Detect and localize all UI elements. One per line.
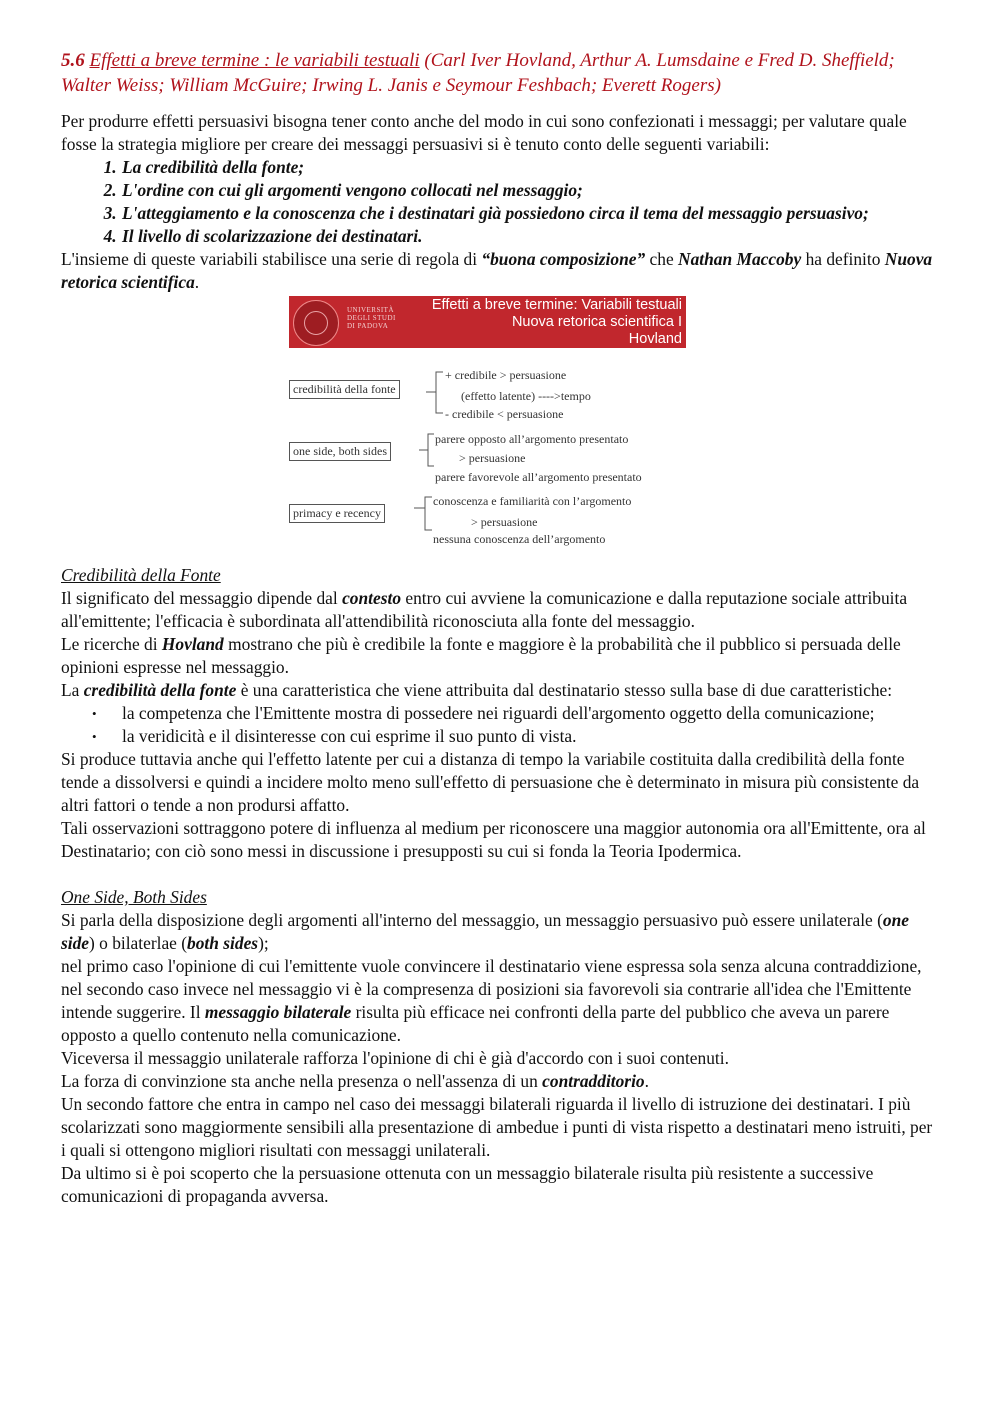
variables-list: [61, 156, 941, 248]
emphasis: credibilità della fonte: [83, 680, 237, 700]
section-title: Effetti a breve termine : le variabili testuali: [89, 50, 420, 71]
paragraph: Un secondo fattore che entra in campo nel caso dei messaggi bilaterali riguarda il livello di istruzione dei destinatari. I più scolarizzati sono maggiormente sensibili alla presentazione di ambedue i punti di vista rispetto a destinatari meno istruiti, per i quali si ottengono migliori risultati con messaggi unilaterali.: [61, 1094, 933, 1160]
text-run: L'insieme di queste variabili stabilisce una serie di regola di: [61, 249, 482, 269]
text-run: .: [194, 272, 200, 292]
diagram-label: parere opposto all’argomento presentato: [435, 432, 629, 446]
slide-figure: [289, 296, 686, 556]
university-seal-icon: [293, 300, 339, 346]
list-item: 2. L'ordine con cui gli argomenti vengono collocati nel messaggio;: [121, 179, 941, 202]
text-run: La forza di convinzione sta anche nella presenza o nell'assenza di un: [61, 1071, 543, 1091]
university-line: UNIVERSITÀ: [347, 306, 394, 314]
text-run: ) o bilaterlae (: [89, 933, 188, 953]
emphasis: Nathan Maccoby: [678, 249, 802, 269]
list-item: 4. Il livello di scolarizzazione dei destinatari.: [121, 225, 941, 248]
slide-banner: [289, 296, 686, 348]
university-line: DEGLI STUDI: [347, 314, 396, 322]
paragraph: Si produce tuttavia anche qui l'effetto latente per cui a distanza di tempo la variabile costituita dalla credibilità della fonte tende a dissolversi e quindi a incidere molto meno sull'effetto di persuasione che è determinato in misura più consistente da altri fattori o tende a non prodursi affatto.: [61, 749, 920, 815]
paragraph: [61, 1070, 941, 1093]
characteristics-list: [61, 702, 941, 748]
diagram-label: (effetto latente) ---->tempo: [461, 389, 591, 403]
variables-diagram: [293, 366, 691, 556]
diagram-label: - credibile < persuasione: [445, 407, 564, 421]
diagram-label: conoscenza e familiarità con l’argomento: [433, 494, 632, 508]
list-item: 3. L'atteggiamento e la conoscenza che i destinatari già possiedono circa il tema del messaggio persuasivo;: [121, 202, 941, 225]
text-run: Il significato del messaggio dipende dal: [61, 588, 343, 608]
emphasis: Nuova retorica scientifica: [61, 249, 933, 292]
paragraph: Tali osservazioni sottraggono potere di influenza al medium per riconoscere una maggior autonomia ora all'Emittente, ora al Destinatario; con ciò sono messi in discussione i presupposti su cui si fonda la Teoria Ipodermica.: [61, 818, 926, 861]
emphasis: contesto: [342, 588, 402, 608]
list-item: • la competenza che l'Emittente mostra di possedere nei riguardi dell'argomento oggetto della comunicazione;: [122, 702, 941, 725]
paragraph: [61, 587, 941, 633]
text-run: che: [645, 249, 679, 269]
text-run: );: [258, 933, 269, 953]
paragraph: [61, 909, 941, 955]
diagram-label: > persuasione: [471, 515, 538, 529]
diagram-label: parere favorevole all’argomento presentato: [435, 470, 642, 484]
section-heading: [61, 48, 941, 98]
section-number: 5.6: [61, 50, 85, 71]
text-run: è una caratteristica che viene attribuita dal destinatario stesso sulla base di due caratteristiche:: [236, 680, 893, 700]
paragraph: Viceversa il messaggio unilaterale rafforza l'opinione di chi è già d'accordo con i suoi contenuti.: [61, 1048, 729, 1068]
diagram-box: one side, both sides: [289, 442, 391, 461]
diagram-label: nessuna conoscenza dell’argomento: [433, 532, 606, 546]
subheading-credibility: Credibilità della Fonte: [61, 565, 221, 585]
paragraph: [61, 679, 941, 702]
diagram-box: credibilità della fonte: [289, 380, 400, 399]
diagram-box: primacy e recency: [289, 504, 385, 523]
spacer: [61, 863, 941, 886]
banner-author: Hovland: [628, 331, 682, 347]
emphasis: “buona composizione”: [481, 249, 646, 269]
document-page: [61, 48, 941, 1208]
university-line: DI PADOVA: [347, 322, 389, 330]
banner-title: Effetti a breve termine: Variabili testuali: [431, 297, 682, 313]
intro-paragraph: Per produrre effetti persuasivi bisogna tener conto anche del modo in cui sono confezionati i messaggi; per valutare quale fosse la strategia migliore per creare dei messaggi persuasivi si è tenuto conto delle seguenti variabili:: [61, 111, 907, 154]
text-run: nel primo caso l'opinione di cui l'emittente vuole convincere il destinatario viene espressa sola senza alcuna contraddizione, nel secondo caso invece nel messaggio vi è la compresenza di posizioni sia favorevoli sia contrarie all'idea che l'Emittente intende suggerire. Il: [61, 956, 922, 1022]
banner-subtitle: Nuova retorica scientifica I: [511, 314, 682, 330]
emphasis: contradditorio: [542, 1071, 645, 1091]
subheading-sides: One Side, Both Sides: [61, 887, 207, 907]
text-run: Si parla della disposizione degli argomenti all'interno del messaggio, un messaggio persuasivo può essere unilaterale (: [61, 910, 883, 930]
emphasis: one side: [61, 910, 909, 953]
summary-paragraph: [61, 248, 941, 294]
text-run: .: [644, 1071, 649, 1091]
text-run: La: [61, 680, 84, 700]
text-run: mostrano che più è credibile la fonte e maggiore è la probabilità che il pubblico si persuada delle opinioni espresse nel messaggio.: [61, 634, 901, 677]
paragraph: Da ultimo si è poi scoperto che la persuasione ottenuta con un messaggio bilaterale risulta più resistente a successive comunicazioni di propaganda avversa.: [61, 1163, 874, 1206]
section-authors: (Carl Iver Hovland, Arthur A. Lumsdaine e Fred D. Sheffield; Walter Weiss; William McGuire; Irwing L. Janis e Seymour Feshbach; Everett Rogers): [61, 50, 895, 96]
text-run: ha definito: [801, 249, 885, 269]
list-item: 1. La credibilità della fonte;: [121, 156, 941, 179]
emphasis: Hovland: [161, 634, 224, 654]
diagram-label: + credibile > persuasione: [445, 368, 567, 382]
university-name: [347, 306, 396, 330]
text-run: Le ricerche di: [61, 634, 162, 654]
emphasis: both sides: [187, 933, 259, 953]
emphasis: messaggio bilaterale: [204, 1002, 352, 1022]
paragraph: [61, 633, 941, 679]
text-run: entro cui avviene la comunicazione e dalla reputazione sociale attribuita all'emittente; l'efficacia è subordinata all'attendibilità riconosciuta alla fonte del messaggio.: [61, 588, 908, 631]
text-run: risulta più efficace nei confronti della parte del pubblico che aveva un parere opposto a quello contenuto nella comunicazione.: [61, 1002, 890, 1045]
paragraph: [61, 955, 941, 1047]
list-item: • la veridicità e il disinteresse con cui esprime il suo punto di vista.: [122, 725, 941, 748]
diagram-label: > persuasione: [459, 451, 526, 465]
